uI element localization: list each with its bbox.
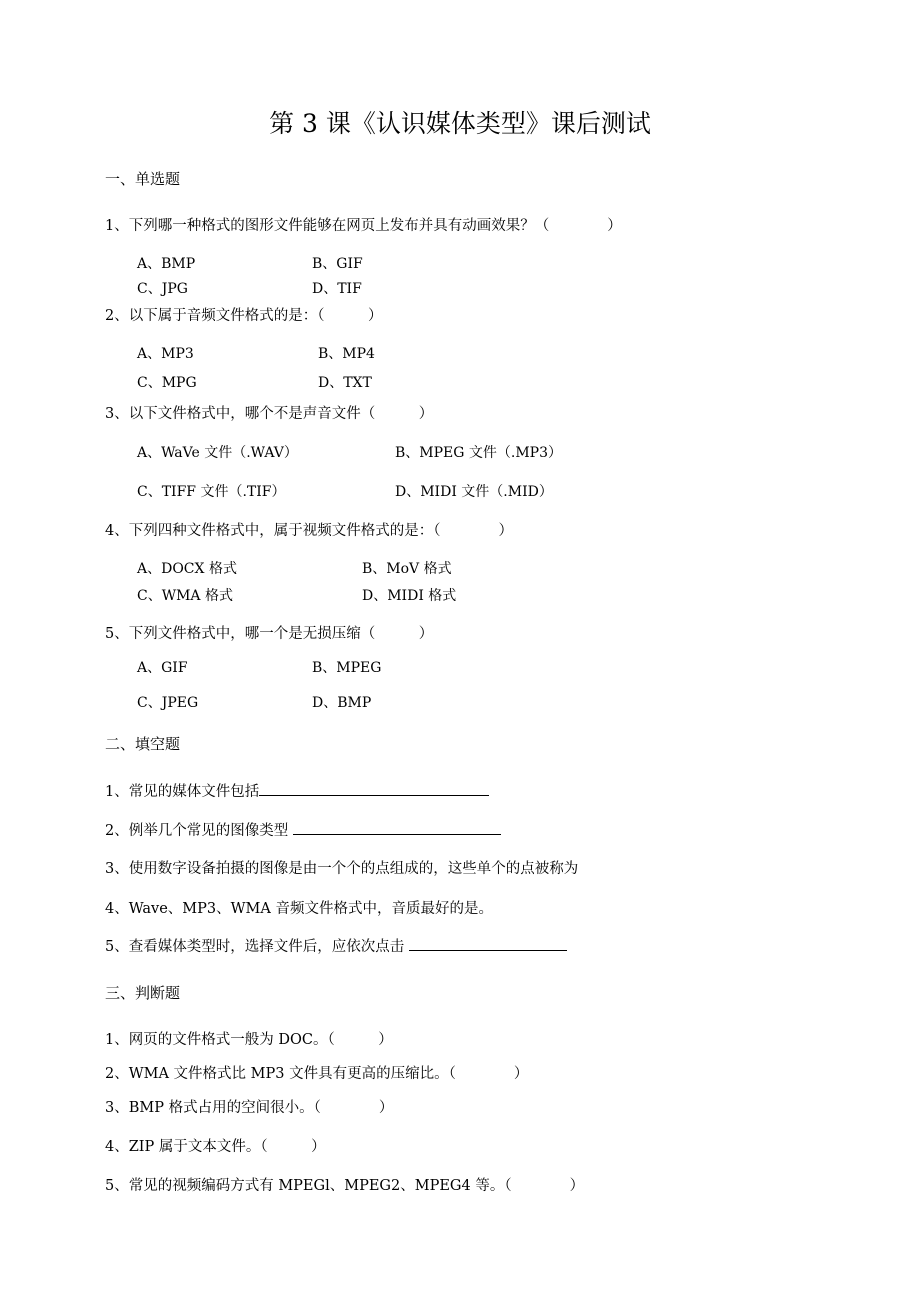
question-text: 3、使用数字设备拍摄的图像是由一个个的点组成的，这些单个的点被称为 [105,861,579,877]
option: A、DOCX 格式 [137,561,237,577]
question-1-3: 3、以下文件格式中，哪个不是声音文件（ ） [105,406,434,422]
option: A、MP3 [137,346,194,362]
fill-question-1 [105,780,489,801]
judge-question-2: 2、WMA 文件格式比 MP3 文件具有更高的压缩比。（ ） [105,1066,529,1082]
question-1-1: 1、下列哪一种格式的图形文件能够在网页上发布并具有动画效果？（ ） [105,218,622,234]
question-1-4: 4、下列四种文件格式中，属于视频文件格式的是：（ ） [105,523,513,539]
option: C、MPG [137,375,197,391]
question-text: 5、查看媒体类型时，选择文件后，应依次点击 [105,939,405,955]
answer-blank [293,820,501,835]
option: A、BMP [137,256,196,272]
section-heading-fill-blank: 二、填空题 [105,735,181,753]
judge-question-5: 5、常见的视频编码方式有 MPEGl、MPEG2、MPEG4 等。（ ） [105,1178,585,1194]
question-text: 4、Wave、MP3、WMA 音频文件格式中，音质最好的是。 [105,901,493,917]
option: D、BMP [312,695,372,711]
option: B、MPEG 文件（.MP3） [395,445,563,461]
fill-question-2 [105,819,501,840]
question-text: 2、例举几个常见的图像类型 [105,823,289,839]
option: C、JPEG [137,695,199,711]
option: C、TIFF 文件（.TIF） [137,484,286,500]
question-text: 1、常见的媒体文件包括 [105,784,260,800]
judge-question-4: 4、ZIP 属于文本文件。（ ） [105,1139,326,1155]
option: C、JPG [137,281,188,297]
option: B、MoV 格式 [362,561,452,577]
answer-blank [259,781,489,796]
option: A、WaVe 文件（.WAV） [137,445,298,461]
question-1-2: 2、以下属于音频文件格式的是：（ ） [105,308,383,324]
option: D、MIDI 文件（.MID） [395,484,553,500]
judge-question-3: 3、BMP 格式占用的空间很小。（ ） [105,1100,394,1116]
answer-blank [409,936,567,951]
fill-question-3 [105,857,578,878]
option: C、WMA 格式 [137,588,233,604]
fill-question-4 [105,897,493,918]
question-1-5: 5、下列文件格式中，哪一个是无损压缩（ ） [105,626,434,642]
option: B、GIF [312,256,363,272]
page-title: 第 3 课《认识媒体类型》课后测试 [269,109,651,138]
section-heading-single-choice: 一、单选题 [105,170,181,188]
option: D、TXT [318,375,372,391]
fill-question-5 [105,935,567,956]
option: D、TIF [312,281,362,297]
option: B、MPEG [312,660,382,676]
option: A、GIF [137,660,188,676]
section-heading-true-false: 三、判断题 [105,984,181,1002]
option: B、MP4 [318,346,375,362]
option: D、MIDI 格式 [362,588,457,604]
judge-question-1: 1、网页的文件格式一般为 DOC。（ ） [105,1032,393,1048]
